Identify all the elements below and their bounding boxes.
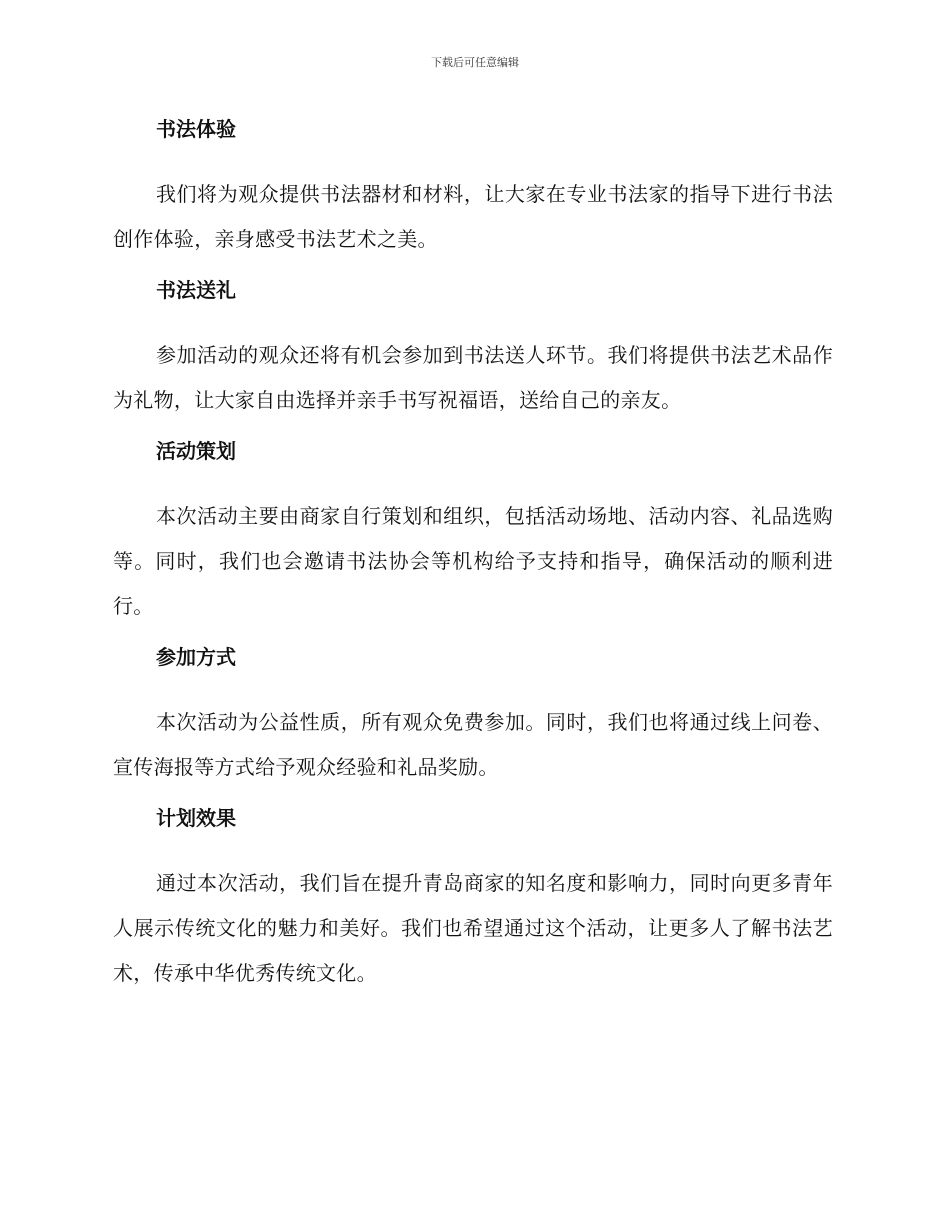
section-heading: 参加方式 <box>156 645 236 669</box>
section-calligraphy-experience <box>113 114 833 262</box>
section-calligraphy-gift <box>113 275 833 423</box>
section-paragraph: 参加活动的观众还将有机会参加到书法送人环节。我们将提供书法艺术品作为礼物，让大家自由选择并亲手书写祝福语，送给自己的亲友。 <box>113 343 833 412</box>
section-expected-results <box>113 803 833 996</box>
document-content <box>113 114 833 1009</box>
section-event-planning <box>113 436 833 629</box>
section-paragraph: 本次活动主要由商家自行策划和组织，包括活动场地、活动内容、礼品选购等。同时，我们也会邀请书法协会等机构给予支持和指导，确保活动的顺利进行。 <box>113 504 833 618</box>
header-note: 下载后可任意编辑 <box>431 56 519 69</box>
section-heading: 计划效果 <box>156 806 236 830</box>
section-heading: 书法送礼 <box>156 278 236 302</box>
section-heading: 活动策划 <box>156 439 236 463</box>
section-participation-method <box>113 642 833 790</box>
section-paragraph: 我们将为观众提供书法器材和材料，让大家在专业书法家的指导下进行书法创作体验，亲身感受书法艺术之美。 <box>113 182 833 251</box>
section-paragraph: 通过本次活动，我们旨在提升青岛商家的知名度和影响力，同时向更多青年人展示传统文化的魅力和美好。我们也希望通过这个活动，让更多人了解书法艺术，传承中华优秀传统文化。 <box>113 871 833 985</box>
section-paragraph: 本次活动为公益性质，所有观众免费参加。同时，我们也将通过线上问卷、宣传海报等方式给予观众经验和礼品奖励。 <box>113 710 833 779</box>
section-heading: 书法体验 <box>156 117 236 141</box>
